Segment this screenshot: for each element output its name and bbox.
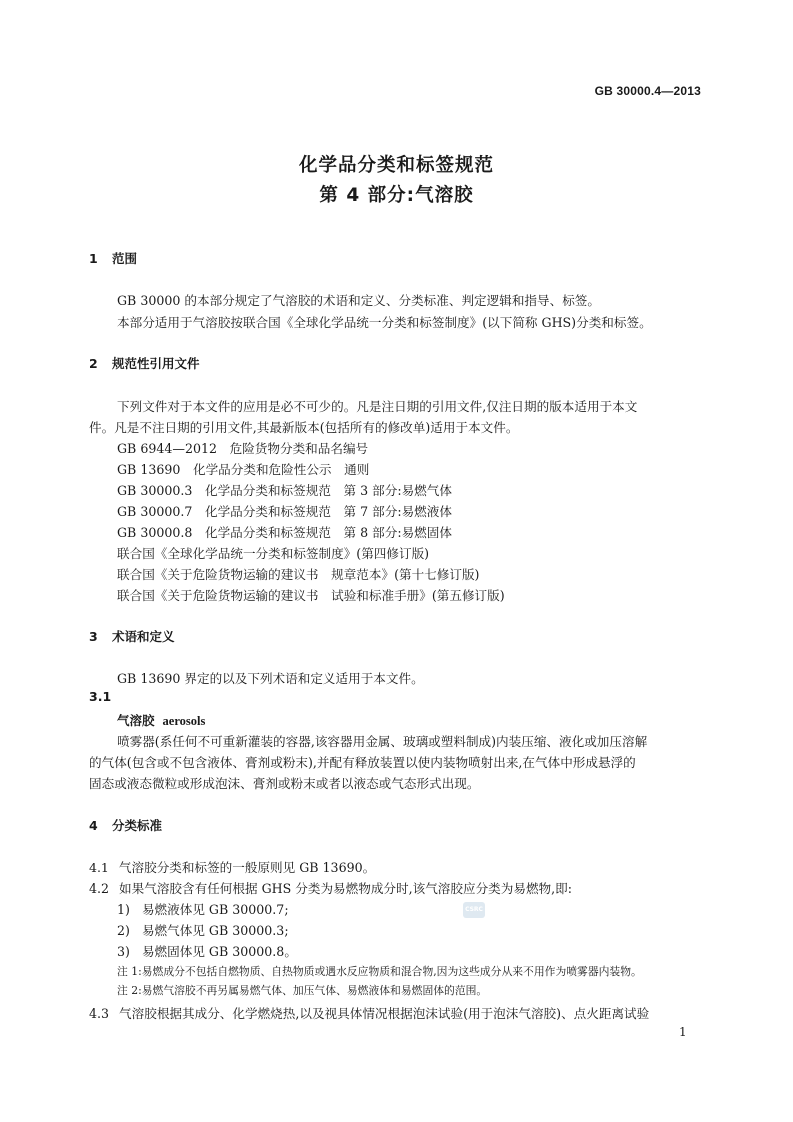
watermark-logo: CSRC (463, 902, 485, 918)
section-title: 范围 (112, 251, 138, 266)
term-entry (117, 710, 205, 729)
clause-number: 4.1 (89, 860, 109, 875)
standard-code: GB 30000.4—2013 (594, 84, 701, 98)
reference-item: 联合国《全球化学品统一分类和标签制度》(第四修订版) (117, 546, 430, 561)
term-english: aerosols (162, 714, 206, 728)
clause-number: 4.2 (89, 881, 110, 896)
reference-item: GB 30000.3 化学品分类和标签规范 第 3 部分:易燃气体 (117, 483, 452, 498)
reference-item: GB 6944—2012 危险货物分类和品名编号 (117, 441, 369, 456)
clause-4-1 (89, 857, 375, 876)
list-text: 易燃固体见 GB 30000.8。 (141, 944, 297, 959)
definition-line: 的气体(包含或不包含液体、膏剂或粉末),并配有释放装置以使内装物喷射出来,在气体中形成悬浮的 (89, 755, 636, 770)
paragraph-line: 件。凡是不注日期的引用文件,其最新版本(包括所有的修改单)适用于本文件。 (89, 420, 519, 435)
reference-item: GB 30000.8 化学品分类和标签规范 第 8 部分:易燃固体 (117, 525, 452, 540)
page-number: 1 (679, 1025, 687, 1039)
section-3-heading (89, 627, 175, 645)
term-number: 3.1 (89, 689, 112, 704)
section-4-heading (89, 816, 162, 834)
section-title: 分类标准 (112, 818, 163, 833)
clause-text: 气溶胶根据其成分、化学燃烧热,以及视具体情况根据泡沫试验(用于泡沫气溶胶)、点火距离试验 (119, 1006, 650, 1021)
section-1-heading (89, 249, 137, 267)
list-marker: 1) (117, 902, 130, 917)
definition-line: 固态或液态微粒或形成泡沫、膏剂或粉末或者以液态或气态形式出现。 (89, 776, 480, 791)
clause-text: 气溶胶分类和标签的一般原则见 GB 13690。 (118, 860, 376, 875)
list-text: 易燃液体见 GB 30000.7; (141, 902, 289, 917)
definition-line: 喷雾器(系任何不可重新灌装的容器,该容器用金属、玻璃或塑料制成)内装压缩、液化或加压溶解 (117, 734, 648, 749)
document-subtitle: 第 4 部分:气溶胶 (319, 185, 474, 206)
section-number: 1 (89, 251, 98, 266)
section-title: 规范性引用文件 (112, 356, 200, 371)
list-item (117, 941, 297, 960)
list-marker: 3) (117, 944, 130, 959)
section-number: 4 (89, 818, 98, 833)
list-item (117, 920, 289, 939)
clause-text: 如果气溶胶含有任何根据 GHS 分类为易燃物成分时,该气溶胶应分类为易燃物,即: (119, 881, 572, 896)
list-marker: 2) (117, 923, 130, 938)
paragraph: GB 13690 界定的以及下列术语和定义适用于本文件。 (117, 671, 424, 686)
clause-4-2 (89, 878, 572, 897)
clause-4-3 (89, 1003, 649, 1022)
reference-item: 联合国《关于危险货物运输的建议书 试验和标准手册》(第五修订版) (117, 588, 505, 603)
section-title: 术语和定义 (112, 629, 175, 644)
note-2: 注 2:易燃气溶胶不再另属易燃气体、加压气体、易燃液体和易燃固体的范围。 (117, 984, 488, 997)
section-number: 3 (89, 629, 98, 644)
list-item (117, 899, 289, 918)
list-text: 易燃气体见 GB 30000.3; (141, 923, 289, 938)
reference-item: GB 30000.7 化学品分类和标签规范 第 7 部分:易燃液体 (117, 504, 452, 519)
paragraph-line: 下列文件对于本文件的应用是必不可少的。凡是注日期的引用文件,仅注日期的版本适用于本文 (117, 399, 638, 414)
clause-number: 4.3 (89, 1006, 110, 1021)
section-number: 2 (89, 356, 98, 371)
term-chinese: 气溶胶 (117, 713, 155, 728)
paragraph: 本部分适用于气溶胶按联合国《全球化学品统一分类和标签制度》(以下简称 GHS)分类和标签。 (117, 315, 652, 330)
note-1: 注 1:易燃成分不包括自燃物质、自热物质或遇水反应物质和混合物,因为这些成分从来不用作为喷雾器内装物。 (117, 965, 642, 978)
reference-item: GB 13690 化学品分类和危险性公示 通则 (117, 462, 370, 477)
document-title: 化学品分类和标签规范 (298, 155, 494, 176)
paragraph: GB 30000 的本部分规定了气溶胶的术语和定义、分类标准、判定逻辑和指导、标签。 (117, 293, 600, 308)
section-2-heading (89, 354, 200, 372)
reference-item: 联合国《关于危险货物运输的建议书 规章范本》(第十七修订版) (117, 567, 480, 582)
